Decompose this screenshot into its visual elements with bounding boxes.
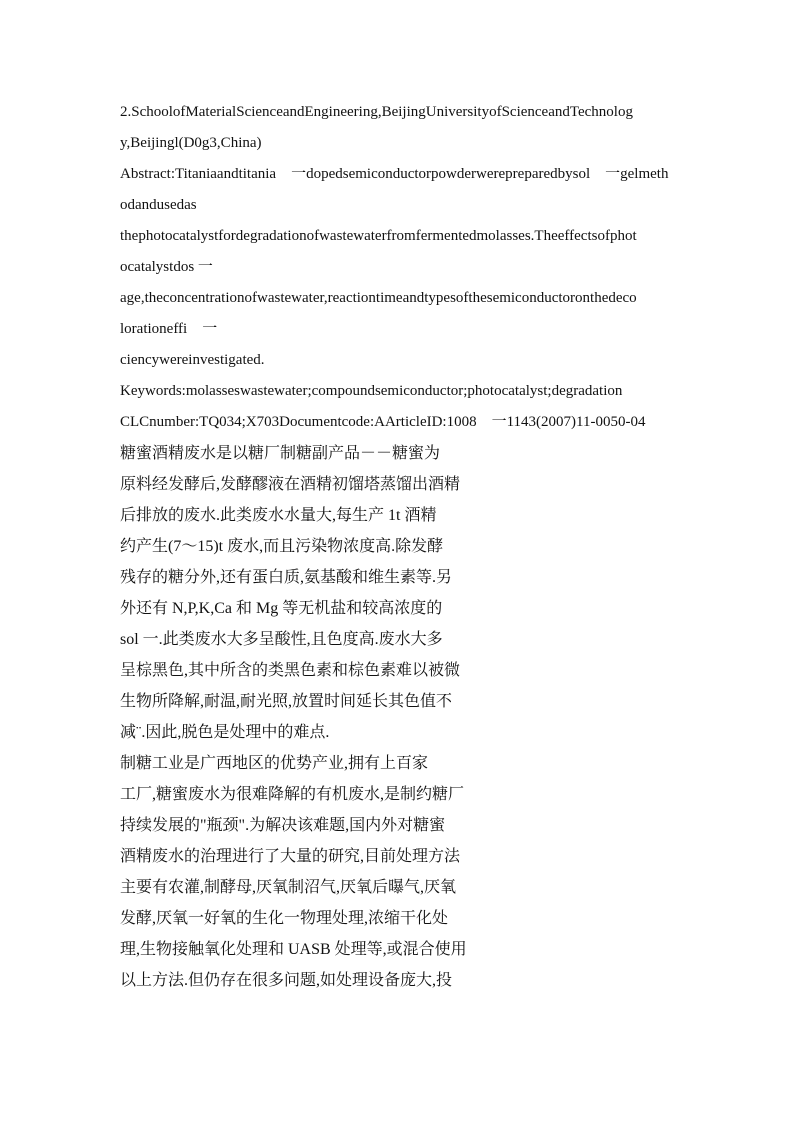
body-text-line: 约产生(7～15)t 废水,而且污染物浓度高.除发酵: [120, 538, 444, 555]
affiliation-line: y,Beijingl(D0g3,China): [120, 135, 262, 151]
abstract-line: ciencywereinvestigated.: [120, 352, 265, 368]
body-text-line: 外还有 N,P,K,Ca 和 Mg 等无机盐和较高浓度的: [120, 600, 443, 617]
classification-line: CLCnumber:TQ034;X703Documentcode:AArticleID:1008 一1143(2007)11-0050-04: [120, 414, 646, 430]
body-text-line: 主要有农灌,制酵母,厌氧制沼气,厌氧后曝气,厌氧: [120, 879, 457, 896]
body-text-line: 生物所降解,耐温,耐光照,放置时间延长其色值不: [120, 693, 453, 710]
affiliation-line: 2.SchoolofMaterialScienceandEngineering,BeijingUniversityofScienceandTechnolog: [120, 104, 633, 120]
abstract-line: Abstract:Titaniaandtitania 一dopedsemiconductorpowderwerepreparedbysol 一gelmeth: [120, 166, 669, 182]
body-text-line: 糖蜜酒精废水是以糖厂制糖副产品－－糖蜜为: [120, 445, 441, 462]
body-text-line: 呈棕黑色,其中所含的类黑色素和棕色素难以被微: [120, 662, 461, 679]
abstract-line: thephotocatalystfordegradationofwastewaterfromfermentedmolasses.Theeffectsofphot: [120, 228, 637, 244]
body-text-line: sol 一.此类废水大多呈酸性,且色度高.废水大多: [120, 631, 443, 648]
abstract-line: odandusedas: [120, 197, 197, 213]
body-text-line: 制糖工业是广西地区的优势产业,拥有上百家: [120, 755, 429, 772]
document-page: [120, 97, 680, 996]
body-text-line: 工厂,糖蜜废水为很难降解的有机废水,是制约糖厂: [120, 786, 465, 803]
abstract-line: ocatalystdos 一: [120, 259, 213, 275]
body-text-line: 以上方法.但仍存在很多问题,如处理设备庞大,投: [120, 972, 453, 989]
abstract-line: lorationeffi 一: [120, 321, 218, 337]
body-text-line: 后排放的废水.此类废水水量大,每生产 1t 酒精: [120, 507, 437, 524]
abstract-line: age,theconcentrationofwastewater,reactiontimeandtypesofthesemiconductoronthedeco: [120, 290, 637, 306]
body-text-line: 持续发展的"瓶颈".为解决该难题,国内外对糖蜜: [120, 817, 446, 834]
body-text-line: 原料经发酵后,发酵醪液在酒精初馏塔蒸馏出酒精: [120, 476, 461, 493]
keywords-line: Keywords:molasseswastewater;compoundsemiconductor;photocatalyst;degradation: [120, 383, 623, 399]
body-text-line: 酒精废水的治理进行了大量的研究,目前处理方法: [120, 848, 461, 865]
body-text-line: 理,生物接触氧化处理和 UASB 处理等,或混合使用: [120, 941, 467, 958]
body-text-line: 减¨.因此,脱色是处理中的难点.: [120, 724, 330, 741]
body-text-line: 残存的糖分外,还有蛋白质,氨基酸和维生素等.另: [120, 569, 453, 586]
body-text-line: 发酵,厌氧一好氧的生化一物理处理,浓缩干化处: [120, 910, 449, 927]
